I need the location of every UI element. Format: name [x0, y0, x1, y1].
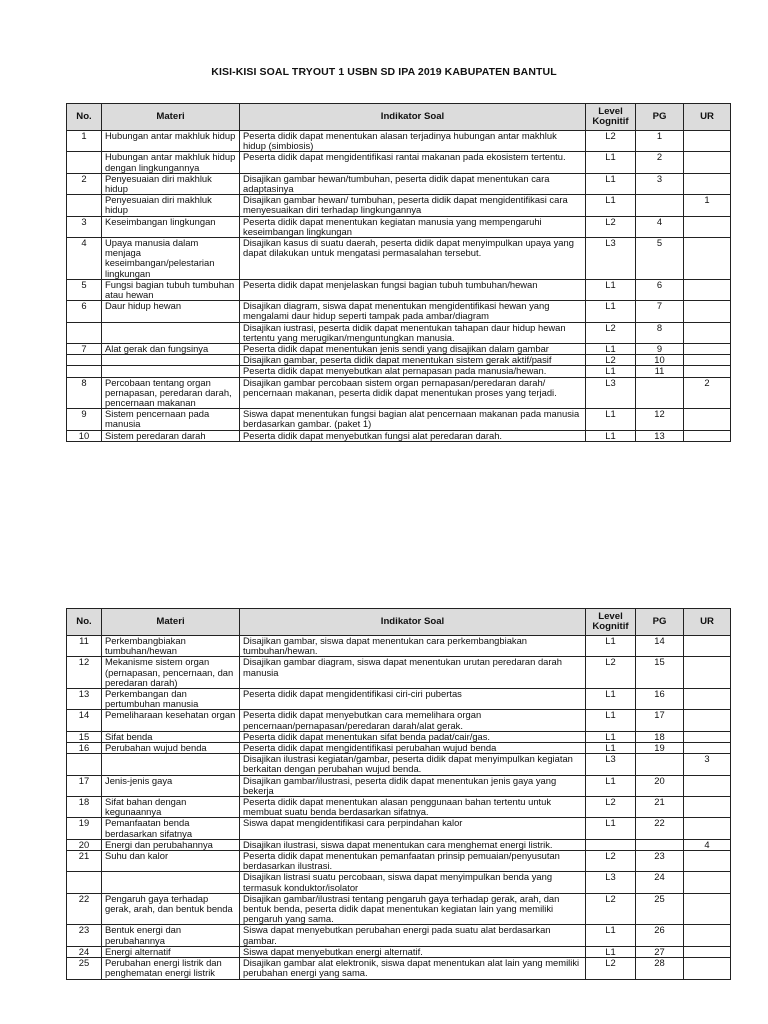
cell-pg: 23 — [636, 851, 684, 872]
cell-no: 3 — [67, 216, 102, 237]
cell-materi — [102, 366, 240, 377]
cell-ur — [684, 851, 731, 872]
cell-level: L1 — [586, 775, 636, 796]
cell-materi: Energi dan perubahannya — [102, 839, 240, 850]
cell-no: 21 — [67, 851, 102, 872]
cell-pg: 1 — [636, 131, 684, 152]
cell-indikator: Peserta didik dapat menjelaskan fungsi bagian tubuh tumbuhan/hewan — [240, 279, 586, 300]
cell-materi: Pemanfaatan benda berdasarkan sifatnya — [102, 818, 240, 839]
cell-indikator: Peserta didik dapat menyebutkan fungsi alat peredaran darah. — [240, 430, 586, 441]
cell-materi: Suhu dan kalor — [102, 851, 240, 872]
cell-pg: 19 — [636, 743, 684, 754]
cell-no: 4 — [67, 238, 102, 280]
table-row — [67, 195, 731, 216]
cell-materi: Energi alternatif — [102, 946, 240, 957]
cell-no: 7 — [67, 344, 102, 355]
cell-indikator: Peserta didik dapat mengidentifikasi ciri-ciri pubertas — [240, 689, 586, 710]
table-row — [67, 775, 731, 796]
table-row — [67, 818, 731, 839]
cell-level: L1 — [586, 689, 636, 710]
cell-materi — [102, 322, 240, 343]
cell-pg — [636, 754, 684, 775]
cell-ur — [684, 430, 731, 441]
cell-pg: 28 — [636, 958, 684, 979]
cell-indikator: Peserta didik dapat menentukan alasan penggunaan bahan tertentu untuk membuat suatu benda berdasarkan sifatnya. — [240, 797, 586, 818]
header-pg: PG — [636, 104, 684, 131]
cell-level: L1 — [586, 636, 636, 657]
table-row — [67, 710, 731, 731]
cell-materi: Upaya manusia dalam menjaga keseimbangan/pelestarian lingkungan — [102, 238, 240, 280]
cell-ur — [684, 366, 731, 377]
cell-no: 22 — [67, 893, 102, 925]
cell-pg: 27 — [636, 946, 684, 957]
header-materi: Materi — [102, 104, 240, 131]
cell-materi: Hubungan antar makhluk hidup — [102, 131, 240, 152]
cell-ur — [684, 925, 731, 946]
cell-materi: Bentuk energi dan perubahannya — [102, 925, 240, 946]
cell-indikator: Disajikan gambar/ilustrasi, peserta didik dapat menentukan jenis gaya yang bekerja — [240, 775, 586, 796]
cell-no — [67, 872, 102, 893]
cell-level: L1 — [586, 731, 636, 742]
header-ur: UR — [684, 104, 731, 131]
table-row — [67, 657, 731, 689]
cell-level: L3 — [586, 238, 636, 280]
cell-pg: 8 — [636, 322, 684, 343]
table-row — [67, 946, 731, 957]
table-row — [67, 851, 731, 872]
cell-indikator: Disajikan kasus di suatu daerah, peserta didik dapat menyimpulkan upaya yang dapat dilakukan untuk mengatasi permasalahan tersebut. — [240, 238, 586, 280]
cell-ur — [684, 743, 731, 754]
table-row — [67, 958, 731, 979]
cell-no — [67, 355, 102, 366]
cell-no: 1 — [67, 131, 102, 152]
cell-materi: Sistem peredaran darah — [102, 430, 240, 441]
cell-indikator: Peserta didik dapat menentukan alasan terjadinya hubungan antar makhluk hidup (simbiosis) — [240, 131, 586, 152]
cell-materi: Penyesuaian diri makhluk hidup — [102, 195, 240, 216]
cell-no — [67, 754, 102, 775]
cell-indikator: Peserta didik dapat menentukan kegiatan manusia yang mempengaruhi keseimbangan lingkungan — [240, 216, 586, 237]
cell-indikator: Peserta didik dapat menentukan pemanfaatan prinsip pemuaian/penyusutan berdasarkan ilustrasi. — [240, 851, 586, 872]
cell-level: L1 — [586, 409, 636, 430]
cell-level: L2 — [586, 657, 636, 689]
cell-indikator: Disajikan gambar alat elektronik, siswa dapat menentukan alat lain yang memiliki perubahan energi yang sama. — [240, 958, 586, 979]
header-pg: PG — [636, 609, 684, 636]
table-body-2 — [67, 636, 731, 980]
cell-indikator: Siswa dapat mengidentifikasi cara perpindahan kalor — [240, 818, 586, 839]
cell-level: L2 — [586, 355, 636, 366]
cell-pg: 26 — [636, 925, 684, 946]
table-row — [67, 301, 731, 322]
cell-no: 2 — [67, 173, 102, 194]
cell-indikator: Disajikan gambar diagram, siswa dapat menentukan urutan peredaran darah manusia — [240, 657, 586, 689]
cell-indikator: Disajikan gambar/ilustrasi tentang pengaruh gaya terhadap gerak, arah, dan bentuk benda, peserta didik dapat menentukan kegiatan lain yang memiliki pengaruh yang sama. — [240, 893, 586, 925]
cell-pg: 24 — [636, 872, 684, 893]
table-row — [67, 925, 731, 946]
cell-indikator: Disajikan gambar percobaan sistem organ pernapasan/peredaran darah/ pencernaan makanan, peserta didik dapat menentukan proses yang terjadi. — [240, 377, 586, 409]
cell-pg: 6 — [636, 279, 684, 300]
table-row — [67, 636, 731, 657]
cell-indikator: Disajikan ilustrasi, siswa dapat menentukan cara menghemat energi listrik. — [240, 839, 586, 850]
cell-materi — [102, 872, 240, 893]
table-header-row — [67, 609, 731, 636]
cell-pg: 4 — [636, 216, 684, 237]
cell-materi: Alat gerak dan fungsinya — [102, 344, 240, 355]
cell-no: 19 — [67, 818, 102, 839]
cell-ur — [684, 657, 731, 689]
table-row — [67, 366, 731, 377]
kisi-table-1 — [66, 103, 731, 442]
cell-level: L1 — [586, 366, 636, 377]
cell-pg: 10 — [636, 355, 684, 366]
cell-level: L1 — [586, 195, 636, 216]
cell-ur — [684, 636, 731, 657]
cell-pg — [636, 195, 684, 216]
cell-indikator: Peserta didik dapat mengidentifikasi rantai makanan pada ekosistem tertentu. — [240, 152, 586, 173]
cell-level: L1 — [586, 279, 636, 300]
cell-level: L2 — [586, 958, 636, 979]
cell-level: L2 — [586, 893, 636, 925]
table-row — [67, 743, 731, 754]
cell-ur — [684, 689, 731, 710]
cell-level: L1 — [586, 173, 636, 194]
cell-pg: 13 — [636, 430, 684, 441]
cell-materi: Penyesuaian diri makhluk hidup — [102, 173, 240, 194]
cell-materi: Sistem pencernaan pada manusia — [102, 409, 240, 430]
header-indikator: Indikator Soal — [240, 104, 586, 131]
cell-pg: 5 — [636, 238, 684, 280]
cell-no: 14 — [67, 710, 102, 731]
cell-ur — [684, 131, 731, 152]
cell-pg: 25 — [636, 893, 684, 925]
cell-pg: 11 — [636, 366, 684, 377]
cell-materi: Pemeliharaan kesehatan organ — [102, 710, 240, 731]
cell-indikator: Disajikan gambar, peserta didik dapat menentukan sistem gerak aktif/pasif — [240, 355, 586, 366]
cell-ur: 1 — [684, 195, 731, 216]
cell-ur — [684, 818, 731, 839]
header-indikator: Indikator Soal — [240, 609, 586, 636]
cell-materi: Perkembangan dan pertumbuhan manusia — [102, 689, 240, 710]
cell-indikator: Siswa dapat menentukan fungsi bagian alat pencernaan makanan pada manusia berdasarkan gambar. (paket 1) — [240, 409, 586, 430]
cell-level: L2 — [586, 851, 636, 872]
cell-no — [67, 195, 102, 216]
cell-pg: 14 — [636, 636, 684, 657]
cell-materi: Mekanisme sistem organ (pernapasan, pencernaan, dan peredaran darah) — [102, 657, 240, 689]
cell-ur — [684, 958, 731, 979]
cell-ur — [684, 301, 731, 322]
cell-level: L3 — [586, 754, 636, 775]
table-row — [67, 377, 731, 409]
cell-materi — [102, 754, 240, 775]
cell-no: 13 — [67, 689, 102, 710]
cell-materi: Daur hidup hewan — [102, 301, 240, 322]
cell-materi: Percobaan tentang organ pernapasan, peredaran darah, pencernaan makanan — [102, 377, 240, 409]
cell-materi: Hubungan antar makhluk hidup dengan lingkungannya — [102, 152, 240, 173]
cell-indikator: Siswa dapat menyebutkan energi alternatif. — [240, 946, 586, 957]
cell-materi: Keseimbangan lingkungan — [102, 216, 240, 237]
table-row — [67, 131, 731, 152]
cell-pg: 9 — [636, 344, 684, 355]
table-row — [67, 322, 731, 343]
cell-ur — [684, 731, 731, 742]
document-title: KISI-KISI SOAL TRYOUT 1 USBN SD IPA 2019 KABUPATEN BANTUL — [211, 66, 557, 78]
cell-pg: 3 — [636, 173, 684, 194]
table-row — [67, 872, 731, 893]
cell-pg — [636, 839, 684, 850]
table-row — [67, 797, 731, 818]
cell-level: L2 — [586, 216, 636, 237]
cell-materi: Jenis-jenis gaya — [102, 775, 240, 796]
header-level: Level Kognitif — [586, 609, 636, 636]
header-level: Level Kognitif — [586, 104, 636, 131]
cell-no: 15 — [67, 731, 102, 742]
table-row — [67, 216, 731, 237]
header-no: No. — [67, 609, 102, 636]
table-row — [67, 152, 731, 173]
cell-ur: 2 — [684, 377, 731, 409]
cell-no: 8 — [67, 377, 102, 409]
cell-indikator: Disajikan gambar, siswa dapat menentukan cara perkembangbiakan tumbuhan/hewan. — [240, 636, 586, 657]
table-row — [67, 355, 731, 366]
cell-indikator: Disajikan listrasi suatu percobaan, siswa dapat menyimpulkan benda yang termasuk konduktor/isolator — [240, 872, 586, 893]
cell-ur — [684, 710, 731, 731]
cell-ur — [684, 344, 731, 355]
cell-no: 5 — [67, 279, 102, 300]
cell-pg: 15 — [636, 657, 684, 689]
table-row — [67, 173, 731, 194]
cell-no — [67, 322, 102, 343]
cell-materi: Sifat benda — [102, 731, 240, 742]
table-row — [67, 754, 731, 775]
table-row — [67, 409, 731, 430]
table-body-1 — [67, 131, 731, 442]
table-row — [67, 279, 731, 300]
cell-pg: 16 — [636, 689, 684, 710]
cell-level: L1 — [586, 818, 636, 839]
cell-indikator: Siswa dapat menyebutkan perubahan energi pada suatu alat berdasarkan gambar. — [240, 925, 586, 946]
cell-no: 23 — [67, 925, 102, 946]
header-ur: UR — [684, 609, 731, 636]
cell-pg: 7 — [636, 301, 684, 322]
cell-ur — [684, 216, 731, 237]
table-row — [67, 430, 731, 441]
cell-ur — [684, 279, 731, 300]
cell-materi: Perubahan energi listrik dan penghematan energi listrik — [102, 958, 240, 979]
cell-indikator: Disajikan iustrasi, peserta didik dapat menentukan tahapan daur hidup hewan tertentu yang merugikan/menguntungkan manusia. — [240, 322, 586, 343]
cell-no: 12 — [67, 657, 102, 689]
cell-ur: 3 — [684, 754, 731, 775]
cell-no — [67, 366, 102, 377]
cell-ur — [684, 893, 731, 925]
cell-indikator: Disajikan ilustrasi kegiatan/gambar, peserta didik dapat menyimpulkan kegiatan berkaitan dengan perubahan wujud benda. — [240, 754, 586, 775]
cell-level: L2 — [586, 322, 636, 343]
cell-no: 18 — [67, 797, 102, 818]
cell-no — [67, 152, 102, 173]
cell-level: L3 — [586, 872, 636, 893]
cell-pg: 20 — [636, 775, 684, 796]
cell-level: L1 — [586, 743, 636, 754]
table-row — [67, 238, 731, 280]
cell-no: 25 — [67, 958, 102, 979]
cell-pg: 2 — [636, 152, 684, 173]
cell-indikator: Peserta didik dapat menyebutkan alat pernapasan pada manusia/hewan. — [240, 366, 586, 377]
cell-no: 20 — [67, 839, 102, 850]
cell-materi: Fungsi bagian tubuh tumbuhan atau hewan — [102, 279, 240, 300]
table-row — [67, 689, 731, 710]
cell-ur — [684, 238, 731, 280]
table-row — [67, 731, 731, 742]
cell-pg: 17 — [636, 710, 684, 731]
cell-indikator: Disajikan gambar hewan/tumbuhan, peserta didik dapat menentukan cara adaptasinya — [240, 173, 586, 194]
cell-indikator: Peserta didik dapat menyebutkan cara memelihara organ pencernaan/pernapasan/peredaran darah/alat gerak. — [240, 710, 586, 731]
cell-level: L1 — [586, 301, 636, 322]
cell-pg: 21 — [636, 797, 684, 818]
cell-pg: 22 — [636, 818, 684, 839]
cell-no: 6 — [67, 301, 102, 322]
cell-ur — [684, 775, 731, 796]
cell-materi: Perkembangbiakan tumbuhan/hewan — [102, 636, 240, 657]
cell-pg — [636, 377, 684, 409]
table-header-row — [67, 104, 731, 131]
cell-ur — [684, 322, 731, 343]
cell-no: 24 — [67, 946, 102, 957]
cell-indikator: Disajikan diagram, siswa dapat menentukan mengidentifikasi hewan yang mengalami daur hidup seperti tampak pada ambar/diagram — [240, 301, 586, 322]
cell-level: L2 — [586, 797, 636, 818]
cell-ur — [684, 173, 731, 194]
cell-indikator: Disajikan gambar hewan/ tumbuhan, peserta didik dapat mengidentifikasi cara menyesuaikan diri terhadap lingkungannya — [240, 195, 586, 216]
cell-materi — [102, 355, 240, 366]
cell-level: L1 — [586, 344, 636, 355]
cell-ur — [684, 409, 731, 430]
cell-level: L1 — [586, 925, 636, 946]
table-row — [67, 893, 731, 925]
cell-level: L1 — [586, 430, 636, 441]
cell-pg: 18 — [636, 731, 684, 742]
cell-level: L1 — [586, 152, 636, 173]
cell-ur — [684, 872, 731, 893]
cell-ur: 4 — [684, 839, 731, 850]
cell-level: L1 — [586, 710, 636, 731]
cell-no: 9 — [67, 409, 102, 430]
cell-no: 17 — [67, 775, 102, 796]
kisi-table-2 — [66, 608, 731, 980]
header-materi: Materi — [102, 609, 240, 636]
cell-indikator: Peserta didik dapat mengidentifikasi perubahan wujud benda — [240, 743, 586, 754]
cell-pg: 12 — [636, 409, 684, 430]
cell-materi: Sifat bahan dengan kegunaannya — [102, 797, 240, 818]
cell-no: 16 — [67, 743, 102, 754]
cell-ur — [684, 946, 731, 957]
cell-ur — [684, 152, 731, 173]
cell-materi: Perubahan wujud benda — [102, 743, 240, 754]
cell-ur — [684, 797, 731, 818]
cell-indikator: Peserta didik dapat menentukan sifat benda padat/cair/gas. — [240, 731, 586, 742]
cell-level: L2 — [586, 131, 636, 152]
header-no: No. — [67, 104, 102, 131]
cell-materi: Pengaruh gaya terhadap gerak, arah, dan bentuk benda — [102, 893, 240, 925]
cell-ur — [684, 355, 731, 366]
cell-level — [586, 839, 636, 850]
cell-indikator: Peserta didik dapat menentukan jenis sendi yang disajikan dalam gambar — [240, 344, 586, 355]
cell-level: L1 — [586, 946, 636, 957]
table-row — [67, 839, 731, 850]
cell-no: 10 — [67, 430, 102, 441]
cell-no: 11 — [67, 636, 102, 657]
cell-level: L3 — [586, 377, 636, 409]
table-row — [67, 344, 731, 355]
